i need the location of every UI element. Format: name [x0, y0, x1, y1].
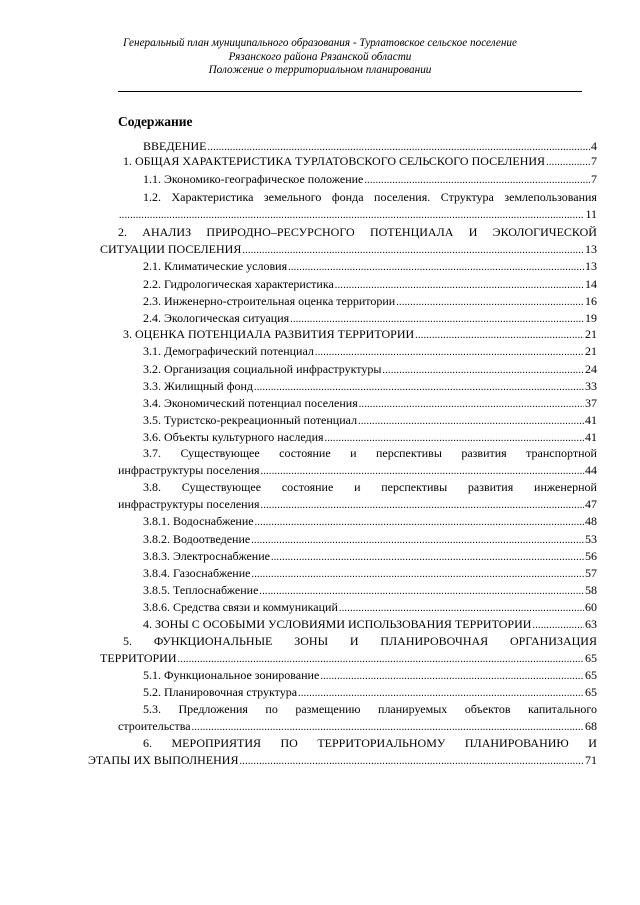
- toc-leader-dots: [335, 277, 584, 293]
- toc-leader-dots: [532, 617, 584, 633]
- toc-entry-label: 3.8.6. Средства связи и коммуникаций: [143, 600, 338, 614]
- toc-leader-dots: [325, 430, 584, 446]
- toc-entry-label: 3.5. Туристско-рекреационный потенциал: [143, 413, 358, 427]
- toc-entry-line1: [143, 480, 597, 495]
- toc-leader-dots: [298, 685, 584, 701]
- toc-entry-word: И: [349, 634, 359, 648]
- toc-leader-dots: [261, 463, 584, 479]
- toc-entry-word: 5.: [123, 634, 132, 648]
- toc-entry-word: ПО: [280, 736, 298, 750]
- toc-entry-label: 3.2. Организация социальной инфраструктуры: [143, 362, 382, 376]
- toc-entry-word: и: [350, 446, 357, 460]
- toc-page-number: 19: [585, 311, 597, 325]
- toc-entry[interactable]: [123, 327, 597, 343]
- toc-entry-label: строительства: [118, 719, 191, 733]
- toc-entry[interactable]: [143, 532, 597, 548]
- toc-entry-word: и: [354, 480, 361, 494]
- toc-page-number: 65: [585, 685, 597, 699]
- toc-leader-dots: [358, 413, 584, 429]
- toc-page-number: 58: [585, 583, 597, 597]
- toc-entry-label: 5.1. Функциональное зонирование: [143, 668, 320, 682]
- toc-entry-line1: [143, 702, 597, 717]
- toc-leader-dots: [339, 600, 584, 616]
- toc-entry-word: поселения.: [374, 190, 431, 204]
- header-divider: [118, 91, 582, 92]
- toc-entry-word: перспективы: [376, 446, 442, 460]
- toc-entry-label: 3.8.3. Электроснабжение: [143, 549, 270, 563]
- toc-entry-label: 3. ОЦЕНКА ПОТЕНЦИАЛА РАЗВИТИЯ ТЕРРИТОРИИ: [123, 327, 415, 341]
- toc-entry-line1: [143, 736, 597, 751]
- toc-page-number: 24: [585, 362, 597, 376]
- toc-entry-word: Характеристика: [171, 190, 254, 204]
- toc-entry-word: 3.7.: [143, 446, 161, 460]
- toc-page-number: 65: [585, 668, 597, 682]
- toc-entry-word: ЭКОЛОГИЧЕСКОЙ: [492, 225, 597, 239]
- toc-leader-dots: [320, 668, 584, 684]
- toc-entry-word: И: [588, 736, 597, 750]
- toc-entry-word: Предложения: [178, 702, 248, 716]
- toc-entry-word: Структура: [440, 190, 494, 204]
- toc-leader-dots: [254, 379, 584, 395]
- toc-entry-word: Существующее: [180, 446, 260, 460]
- toc-leader-dots: [255, 514, 584, 530]
- toc-entry-word: объектов: [464, 702, 511, 716]
- toc-entry-line1: [118, 225, 597, 240]
- toc-entry[interactable]: [143, 583, 597, 599]
- toc-entry[interactable]: [143, 277, 597, 293]
- toc-page-number: 13: [585, 242, 597, 256]
- toc-leader-dots: [239, 753, 584, 769]
- toc-entry[interactable]: [143, 379, 597, 395]
- table-of-contents: [0, 134, 640, 784]
- toc-entry-word: транспортной: [526, 446, 597, 460]
- toc-entry-word: ПОТЕНЦИАЛА: [369, 225, 454, 239]
- toc-entry-label: 1.1. Экономико-географическое положение: [143, 172, 364, 186]
- toc-entry[interactable]: [123, 154, 597, 170]
- toc-entry-word: инженерной: [534, 480, 597, 494]
- toc-leader-dots: [288, 259, 584, 275]
- toc-page-number: 37: [585, 396, 597, 410]
- toc-page-number: 21: [585, 344, 597, 358]
- toc-leader-dots: [415, 327, 584, 343]
- toc-page-number: 71: [585, 753, 597, 767]
- toc-entry[interactable]: [143, 685, 597, 701]
- toc-page-number: 60: [585, 600, 597, 614]
- toc-leader-dots: [382, 362, 584, 378]
- toc-entry-word: 1.2.: [143, 190, 161, 204]
- toc-entry[interactable]: [100, 242, 597, 258]
- toc-entry-word: ЗОНЫ: [294, 634, 329, 648]
- toc-entry[interactable]: [143, 430, 597, 446]
- toc-page-number: 41: [585, 430, 597, 444]
- toc-entry-word: состояние: [279, 446, 331, 460]
- toc-page-number: 48: [585, 514, 597, 528]
- toc-entry[interactable]: [143, 549, 597, 565]
- toc-entry[interactable]: [143, 514, 597, 530]
- toc-entry-word: земельного: [263, 190, 322, 204]
- toc-entry-label: ЭТАПЫ ИХ ВЫПОЛНЕНИЯ: [88, 753, 239, 767]
- toc-entry[interactable]: [143, 617, 597, 633]
- toc-entry-word: ФУНКЦИОНАЛЬНЫЕ: [153, 634, 273, 648]
- toc-leader-dots: [259, 583, 584, 599]
- toc-page-number: 44: [585, 463, 597, 477]
- toc-entry-line1: [143, 446, 597, 461]
- toc-entry-label: 3.8.2. Водоотведение: [143, 532, 251, 546]
- toc-entry-word: фонда: [331, 190, 364, 204]
- toc-entry[interactable]: [143, 362, 597, 378]
- header-line-3: Положение о территориальном планировании: [208, 64, 432, 76]
- toc-page-number: 63: [585, 617, 597, 631]
- toc-page-number: 57: [585, 566, 597, 580]
- toc-entry-word: ПРИРОДНО–РЕСУРСНОГО: [206, 225, 355, 239]
- toc-leader-dots: [546, 154, 590, 170]
- toc-entry-label: 3.8.1. Водоснабжение: [143, 514, 254, 528]
- toc-leader-dots: [242, 242, 584, 258]
- toc-entry[interactable]: [88, 753, 597, 769]
- toc-entry-word: планируемых: [378, 702, 448, 716]
- toc-entry-label: инфраструктуры поселения: [118, 463, 260, 477]
- toc-entry-word: капитального: [528, 702, 597, 716]
- toc-leader-dots: [271, 549, 584, 565]
- toc-entry-label: 2.3. Инженерно-строительная оценка территории: [143, 294, 396, 308]
- toc-entry-label: 3.3. Жилищный фонд: [143, 379, 254, 393]
- toc-page-number: 56: [585, 549, 597, 563]
- toc-entry-word: ПЛАНИРОВАНИЮ: [464, 736, 569, 750]
- toc-entry-label: 4. ЗОНЫ С ОСОБЫМИ УСЛОВИЯМИ ИСПОЛЬЗОВАНИЯ ТЕРРИТОРИИ: [143, 617, 532, 631]
- toc-entry-label: 2.4. Экологическая ситуация: [143, 311, 290, 325]
- header-line-2: Рязанского района Рязанской области: [228, 50, 412, 63]
- toc-leader-dots: [261, 497, 584, 513]
- toc-leader-dots: [396, 294, 584, 310]
- toc-entry-word: 5.3.: [143, 702, 161, 716]
- toc-entry-label: СИТУАЦИИ ПОСЕЛЕНИЯ: [100, 242, 242, 256]
- toc-entry-word: размещению: [295, 702, 361, 716]
- toc-entry-label: ТЕРРИТОРИИ: [100, 651, 177, 665]
- toc-entry-label: 3.8.4. Газоснабжение: [143, 566, 251, 580]
- toc-page-number: 68: [585, 719, 597, 733]
- toc-entry[interactable]: [118, 207, 597, 223]
- toc-entry-word: И: [468, 225, 478, 239]
- toc-page-number: 47: [585, 497, 597, 511]
- toc-entry-word: ПЛАНИРОВОЧНАЯ: [380, 634, 489, 648]
- toc-page-number: 16: [585, 294, 597, 308]
- toc-leader-dots: [364, 172, 590, 188]
- toc-entry-label: инфраструктуры поселения: [118, 497, 260, 511]
- toc-entry-label: 2.1. Климатические условия: [143, 259, 288, 273]
- toc-entry-word: развития: [467, 480, 514, 494]
- toc-leader-dots: [178, 651, 584, 667]
- toc-entry[interactable]: [143, 413, 597, 429]
- toc-leader-dots: [251, 532, 584, 548]
- toc-entry-word: 6.: [143, 736, 152, 750]
- toc-page-number: 13: [585, 259, 597, 273]
- toc-entry[interactable]: [143, 600, 597, 616]
- toc-page-number: 33: [585, 379, 597, 393]
- toc-entry-word: развития: [461, 446, 507, 460]
- toc-entry-label: 3.4. Экономический потенциал поселения: [143, 396, 358, 410]
- toc-page-number: 21: [585, 327, 597, 341]
- toc-page-number: 53: [585, 532, 597, 546]
- toc-entry[interactable]: [143, 396, 597, 412]
- toc-entry-label: 3.8.5. Теплоснабжение: [143, 583, 259, 597]
- toc-entry[interactable]: [118, 463, 597, 479]
- toc-entry-word: перспективы: [381, 480, 448, 494]
- toc-entry[interactable]: [143, 259, 597, 275]
- toc-entry[interactable]: [143, 344, 597, 360]
- toc-entry-word: по: [265, 702, 278, 716]
- toc-leader-dots: [192, 719, 584, 735]
- toc-entry[interactable]: [143, 139, 597, 155]
- toc-entry-word: 3.8.: [143, 480, 161, 494]
- toc-entry[interactable]: [118, 719, 597, 735]
- toc-page-number: 4: [591, 139, 597, 153]
- toc-entry-word: ОРГАНИЗАЦИЯ: [509, 634, 597, 648]
- toc-leader-dots: [359, 396, 584, 412]
- toc-entry[interactable]: [118, 497, 597, 513]
- toc-entry-line1: [123, 634, 597, 649]
- toc-page-number: 7: [591, 172, 597, 186]
- toc-entry-word: состояние: [281, 480, 334, 494]
- toc-entry-line1: [143, 190, 597, 205]
- toc-entry-word: Существующее: [181, 480, 262, 494]
- toc-entry-word: МЕРОПРИЯТИЯ: [171, 736, 261, 750]
- toc-title: Содержание: [118, 114, 193, 129]
- toc-leader-dots: [315, 344, 584, 360]
- document-header: [0, 37, 640, 78]
- toc-entry[interactable]: [143, 172, 597, 188]
- toc-entry[interactable]: [143, 311, 597, 327]
- toc-leader-dots: [290, 311, 584, 327]
- toc-entry-label: 5.2. Планировочная структура: [143, 685, 298, 699]
- toc-entry[interactable]: [143, 294, 597, 310]
- toc-entry-label: 3.1. Демографический потенциал: [143, 344, 314, 358]
- toc-entry-word: АНАЛИЗ: [142, 225, 192, 239]
- toc-leader-dots: [119, 207, 584, 223]
- toc-entry-label: 3.6. Объекты культурного наследия: [143, 430, 324, 444]
- toc-page-number: 7: [591, 154, 597, 168]
- toc-entry-word: ТЕРРИТОРИАЛЬНОМУ: [317, 736, 446, 750]
- toc-leader-dots: [208, 139, 590, 155]
- toc-leader-dots: [251, 566, 584, 582]
- toc-page-number: 14: [585, 277, 597, 291]
- toc-entry-label: ВВЕДЕНИЕ: [143, 139, 207, 153]
- toc-page-number: 11: [585, 207, 597, 221]
- toc-page-number: 65: [585, 651, 597, 665]
- toc-entry[interactable]: [100, 651, 597, 667]
- toc-entry-word: землепользования: [504, 190, 597, 204]
- toc-page-number: 41: [585, 413, 597, 427]
- toc-entry-label: 1. ОБЩАЯ ХАРАКТЕРИСТИКА ТУРЛАТОВСКОГО СЕЛЬСКОГО ПОСЕЛЕНИЯ: [123, 154, 546, 168]
- toc-entry-label: 2.2. Гидрологическая характеристика: [143, 277, 334, 291]
- toc-entry[interactable]: [143, 668, 597, 684]
- toc-entry-word: 2.: [118, 225, 127, 239]
- header-line-1: Генеральный план муниципального образования - Турлатовское сельское поселение: [123, 37, 517, 49]
- toc-entry[interactable]: [143, 566, 597, 582]
